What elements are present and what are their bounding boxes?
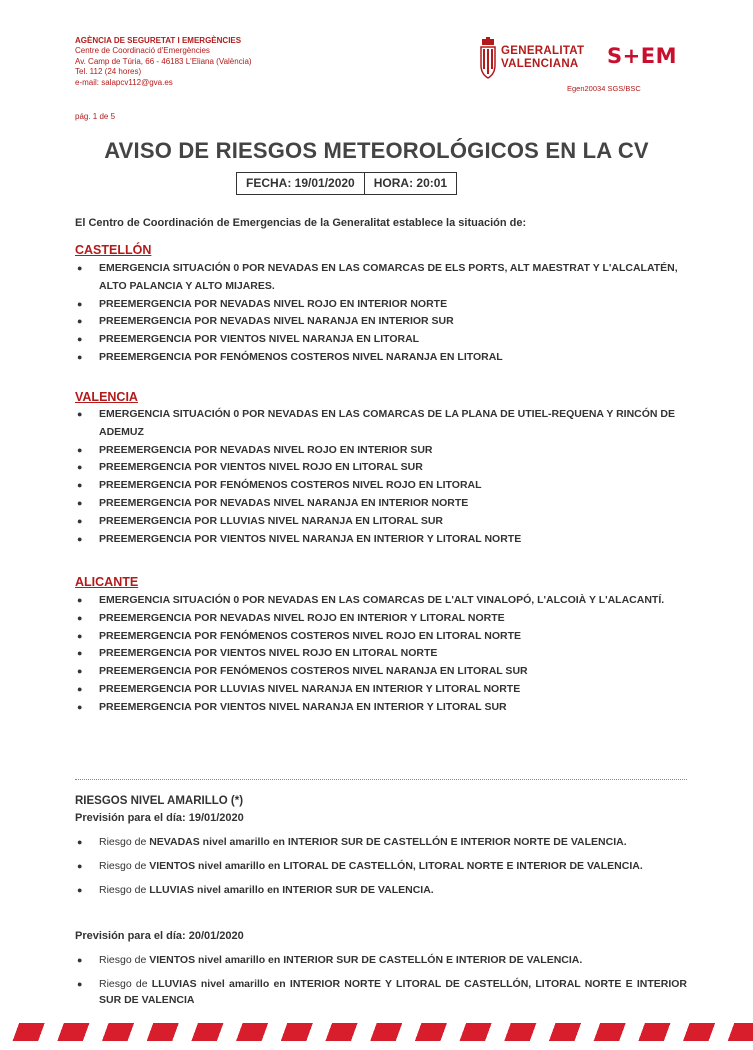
logo-gv-line2: VALENCIANA — [501, 58, 579, 70]
alicante-list — [75, 592, 687, 717]
list-item: ● PREEMERGENCIA POR LLUVIAS NIVEL NARANJA EN INTERIOR Y LITORAL NORTE — [75, 681, 687, 699]
yellow-list-day-1 — [75, 835, 687, 907]
yellow-risk-title: RIESGOS NIVEL AMARILLO (*) — [75, 795, 244, 807]
bullet-icon: ● — [77, 979, 83, 989]
bullet-icon: ● — [77, 666, 83, 677]
footer-stripe — [0, 1023, 753, 1041]
castellon-list — [75, 260, 687, 367]
time-field: HORA: 20:01 — [365, 172, 457, 195]
bullet-icon: ● — [77, 861, 83, 871]
list-item: ● EMERGENCIA SITUACIÓN 0 POR NEVADAS EN LAS COMARCAS DE LA PLANA DE UTIEL-REQUENA Y RINCÓN DE ADEMUZ — [77, 408, 675, 438]
yellow-list-day-2 — [75, 953, 687, 1017]
bullet-icon: ● — [77, 683, 83, 694]
list-item: ● Riesgo de VIENTOS nivel amarillo en INTERIOR SUR DE CASTELLÓN E INTERIOR DE VALENCIA. — [75, 953, 687, 969]
list-item: ● Riesgo de VIENTOS nivel amarillo en LITORAL DE CASTELLÓN, LITORAL NORTE E INTERIOR DE VALENCIA. — [75, 859, 687, 875]
date-field: FECHA: 19/01/2020 — [236, 172, 365, 195]
bullet-icon: ● — [77, 316, 83, 327]
phone: Tel. 112 (24 hores) — [75, 67, 142, 77]
bullet-icon: ● — [77, 409, 83, 419]
agency-header — [75, 36, 252, 88]
bullet-icon: ● — [77, 298, 83, 309]
list-item: ● EMERGENCIA SITUACIÓN 0 POR NEVADAS EN LAS COMARCAS DE L'ALT VINALOPÓ, L'ALCOIÀ Y L'ALACANTÍ. — [75, 592, 687, 610]
bullet-icon: ● — [77, 444, 83, 455]
list-item: ● PREEMERGENCIA POR VIENTOS NIVEL ROJO EN LITORAL NORTE — [75, 645, 687, 663]
page-title: AVISO DE RIESGOS METEOROLÓGICOS EN LA CV — [104, 138, 649, 163]
shield-icon — [479, 37, 497, 79]
list-item: ● EMERGENCIA SITUACIÓN 0 POR NEVADAS EN LAS COMARCAS DE ELS PORTS, ALT MAESTRAT Y L'ALCALATÉN, ALTO PALANCIA Y ALTO MIJARES. — [77, 262, 678, 292]
bullet-icon: ● — [77, 497, 83, 508]
bullet-icon: ● — [77, 263, 83, 273]
bullet-icon: ● — [77, 885, 83, 895]
bullet-icon: ● — [77, 612, 83, 623]
bullet-icon: ● — [77, 648, 83, 659]
list-item: ● Riesgo de NEVADAS nivel amarillo en INTERIOR SUR DE CASTELLÓN E INTERIOR NORTE DE VALENCIA. — [75, 835, 687, 851]
page-number: pág. 1 de 5 — [75, 112, 116, 121]
forecast-day-1: Previsión para el día: 19/01/2020 — [75, 812, 244, 824]
section-divider — [75, 779, 687, 780]
bullet-icon: ● — [77, 701, 83, 712]
bullet-icon: ● — [77, 837, 83, 847]
intro-text: El Centro de Coordinación de Emergencias de la Generalitat establece la situación de: — [75, 217, 527, 229]
center-name: Centre de Coordinació d'Emergències — [75, 46, 210, 56]
date-time-box — [236, 172, 457, 195]
bullet-icon: ● — [77, 334, 83, 345]
list-item: ● PREEMERGENCIA POR VIENTOS NIVEL ROJO EN LITORAL SUR — [75, 459, 687, 477]
forecast-day-2: Previsión para el día: 20/01/2020 — [75, 930, 244, 942]
address: Av. Camp de Túria, 66 - 46183 L'Eliana (València) — [75, 56, 252, 66]
agency-name: AGÈNCIA DE SEGURETAT I EMERGÈNCIES — [75, 36, 242, 45]
logo-gv-line1: GENERALITAT — [501, 45, 585, 57]
email: e-mail: salapcv112@gva.es — [75, 77, 173, 87]
list-item: ● PREEMERGENCIA POR NEVADAS NIVEL NARANJA EN INTERIOR SUR — [75, 313, 687, 331]
list-item: ● PREEMERGENCIA POR NEVADAS NIVEL ROJO EN INTERIOR SUR — [75, 442, 687, 460]
bullet-icon: ● — [77, 630, 83, 641]
bullet-icon: ● — [77, 955, 83, 965]
generalitat-logo — [479, 37, 589, 81]
list-item: ● Riesgo de LLUVIAS nivel amarillo en INTERIOR NORTE Y LITORAL DE CASTELLÓN, LITORAL NORTE E INTERIOR SUR DE VALENCIA — [77, 978, 687, 1006]
bullet-icon: ● — [77, 515, 83, 526]
list-item: ● PREEMERGENCIA POR LLUVIAS NIVEL NARANJA EN LITORAL SUR — [75, 513, 687, 531]
document-code: Egen20034 SGS/BSC — [567, 84, 641, 93]
list-item: ● PREEMERGENCIA POR FENÓMENOS COSTEROS NIVEL ROJO EN LITORAL NORTE — [75, 628, 687, 646]
bullet-icon: ● — [77, 595, 83, 605]
valencia-list — [75, 406, 687, 548]
list-item: ● PREEMERGENCIA POR FENÓMENOS COSTEROS NIVEL NARANJA EN LITORAL — [75, 349, 687, 367]
sem-logo: S+EM — [607, 44, 677, 68]
list-item: ● PREEMERGENCIA POR NEVADAS NIVEL ROJO EN INTERIOR Y LITORAL NORTE — [75, 610, 687, 628]
list-item: ● PREEMERGENCIA POR NEVADAS NIVEL ROJO EN INTERIOR NORTE — [75, 296, 687, 314]
list-item: ● PREEMERGENCIA POR FENÓMENOS COSTEROS NIVEL ROJO EN LITORAL — [75, 477, 687, 495]
list-item: ● PREEMERGENCIA POR NEVADAS NIVEL NARANJA EN INTERIOR NORTE — [75, 495, 687, 513]
bullet-icon: ● — [77, 462, 83, 473]
list-item: ● PREEMERGENCIA POR VIENTOS NIVEL NARANJA EN LITORAL — [75, 331, 687, 349]
bullet-icon: ● — [77, 533, 83, 544]
region-alicante: ALICANTE — [75, 575, 139, 589]
bullet-icon: ● — [77, 480, 83, 491]
list-item: ● PREEMERGENCIA POR FENÓMENOS COSTEROS NIVEL NARANJA EN LITORAL SUR — [75, 663, 687, 681]
region-castellon: CASTELLÓN — [75, 243, 152, 257]
list-item: ● PREEMERGENCIA POR VIENTOS NIVEL NARANJA EN INTERIOR Y LITORAL SUR — [75, 699, 687, 717]
bullet-icon: ● — [77, 351, 83, 362]
region-valencia: VALENCIA — [75, 390, 138, 404]
list-item: ● Riesgo de LLUVIAS nivel amarillo en INTERIOR SUR DE VALENCIA. — [75, 883, 687, 899]
list-item: ● PREEMERGENCIA POR VIENTOS NIVEL NARANJA EN INTERIOR Y LITORAL NORTE — [75, 531, 687, 549]
